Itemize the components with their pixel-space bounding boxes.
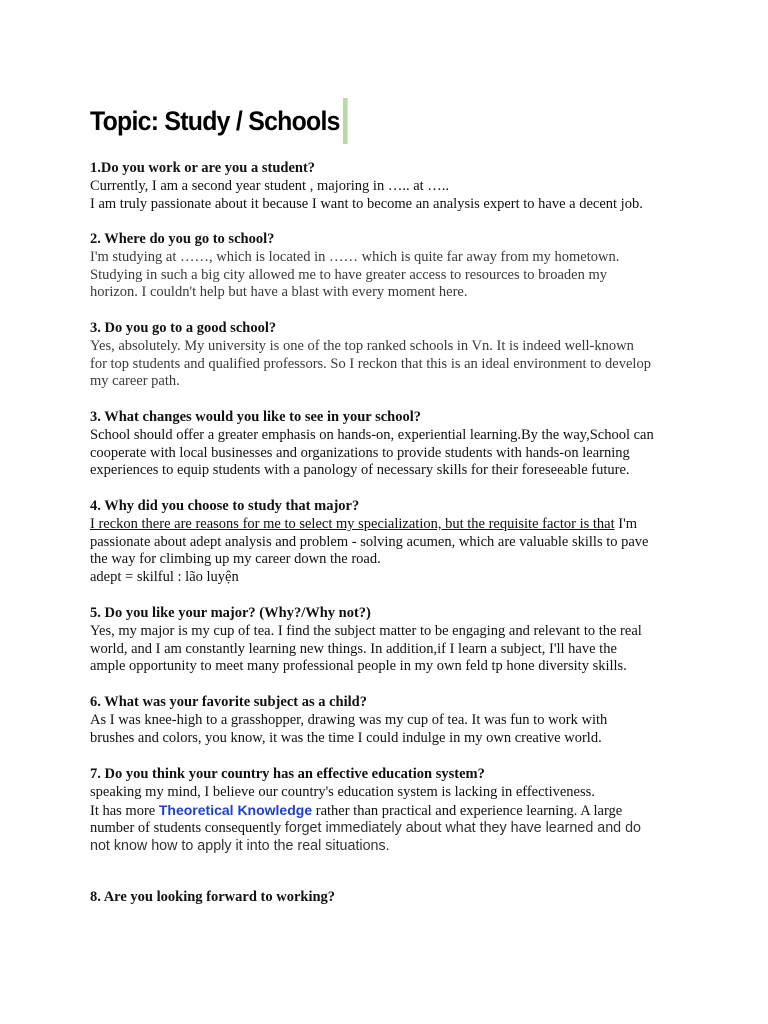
answer-line: not know how to apply it into the real situations. (90, 838, 390, 855)
answer-line (90, 516, 690, 534)
question-4: 4. Why did you choose to study that major? (90, 498, 360, 514)
qa-block-4 (90, 498, 690, 587)
qa-block-6 (90, 694, 690, 747)
answer-text: rather than practical and experience learning. A large (312, 802, 623, 819)
answer-line: Studying in such a big city allowed me to have greater access to resources to broaden my (90, 266, 608, 283)
answer-line (90, 820, 690, 838)
answer-line: for top students and qualified professors. So I reckon that this is an ideal environment to develop (90, 355, 651, 372)
question-2: 2. Where do you go to school? (90, 231, 275, 247)
answer-line: brushes and colors, you know, it was the time I could indulge in my own creative world. (90, 729, 602, 746)
answer-text: I'm (614, 515, 637, 532)
answer-text-sans: forget immediately about what they have learned and do (284, 820, 641, 837)
page-title: Topic: Study / Schools (90, 98, 348, 144)
qa-block-5 (90, 605, 690, 676)
question-3: 3. Do you go to a good school? (90, 320, 277, 336)
question-1: 1.Do you work or are you a student? (90, 160, 316, 176)
question-3b: 3. What changes would you like to see in your school? (90, 409, 421, 425)
qa-block-3b (90, 409, 690, 480)
answer-line: passionate about adept analysis and problem - solving acumen, which are valuable skills to pave (90, 533, 649, 550)
answer-text: It has more (90, 802, 159, 819)
question-5: 5. Do you like your major? (Why?/Why not?) (90, 605, 371, 621)
answer-line: ample opportunity to meet many professional people in my own feld tp hone diversity skills. (90, 658, 627, 675)
underlined-text: I reckon there are reasons for me to select my specialization, but the requisite factor is that (90, 515, 615, 532)
answer-line: I am truly passionate about it because I want to become an analysis expert to have a decent job. (90, 195, 643, 212)
answer-line: horizon. I couldn't help but have a blast with every moment here. (90, 284, 468, 301)
question-6: 6. What was your favorite subject as a child? (90, 694, 367, 710)
answer-line (90, 802, 690, 821)
answer-line: Currently, I am a second year student , majoring in ….. at ….. (90, 177, 450, 194)
answer-line: Yes, my major is my cup of tea. I find the subject matter to be engaging and relevant to the real (90, 622, 642, 639)
qa-block-3 (90, 320, 690, 391)
qa-block-2 (90, 231, 690, 302)
question-8: 8. Are you looking forward to working? (90, 889, 336, 905)
answer-line: As I was knee-high to a grasshopper, drawing was my cup of tea. It was fun to work with (90, 711, 608, 728)
answer-line: speaking my mind, I believe our country's education system is lacking in effectiveness. (90, 783, 595, 800)
answer-line: cooperate with local businesses and organizations to provide students with hands-on learning (90, 444, 630, 461)
qa-block-1 (90, 160, 690, 213)
answer-line: School should offer a greater emphasis on hands-on, experiential learning.By the way,School can (90, 426, 654, 443)
answer-line: the way for climbing up my career down the road. (90, 551, 381, 568)
answer-line: I'm studying at ……, which is located in …… which is quite far away from my hometown. (90, 248, 620, 265)
vocab-note: adept = skilful : lão luyện (90, 569, 239, 586)
answer-line: Yes, absolutely. My university is one of the top ranked schools in Vn. It is indeed well-known (90, 337, 634, 354)
answer-line: my career path. (90, 373, 180, 390)
qa-block-7 (90, 766, 690, 856)
answer-line: experiences to equip students with a panology of necessary skills for their foreseeable future. (90, 462, 630, 479)
question-7: 7. Do you think your country has an effective education system? (90, 766, 485, 782)
highlighted-term: Theoretical Knowledge (158, 801, 313, 818)
answer-line: world, and I am constantly learning new things. In addition,if I learn a subject, I'll have the (90, 640, 617, 657)
qa-block-8 (90, 889, 690, 907)
answer-text: number of students consequently (90, 820, 285, 837)
